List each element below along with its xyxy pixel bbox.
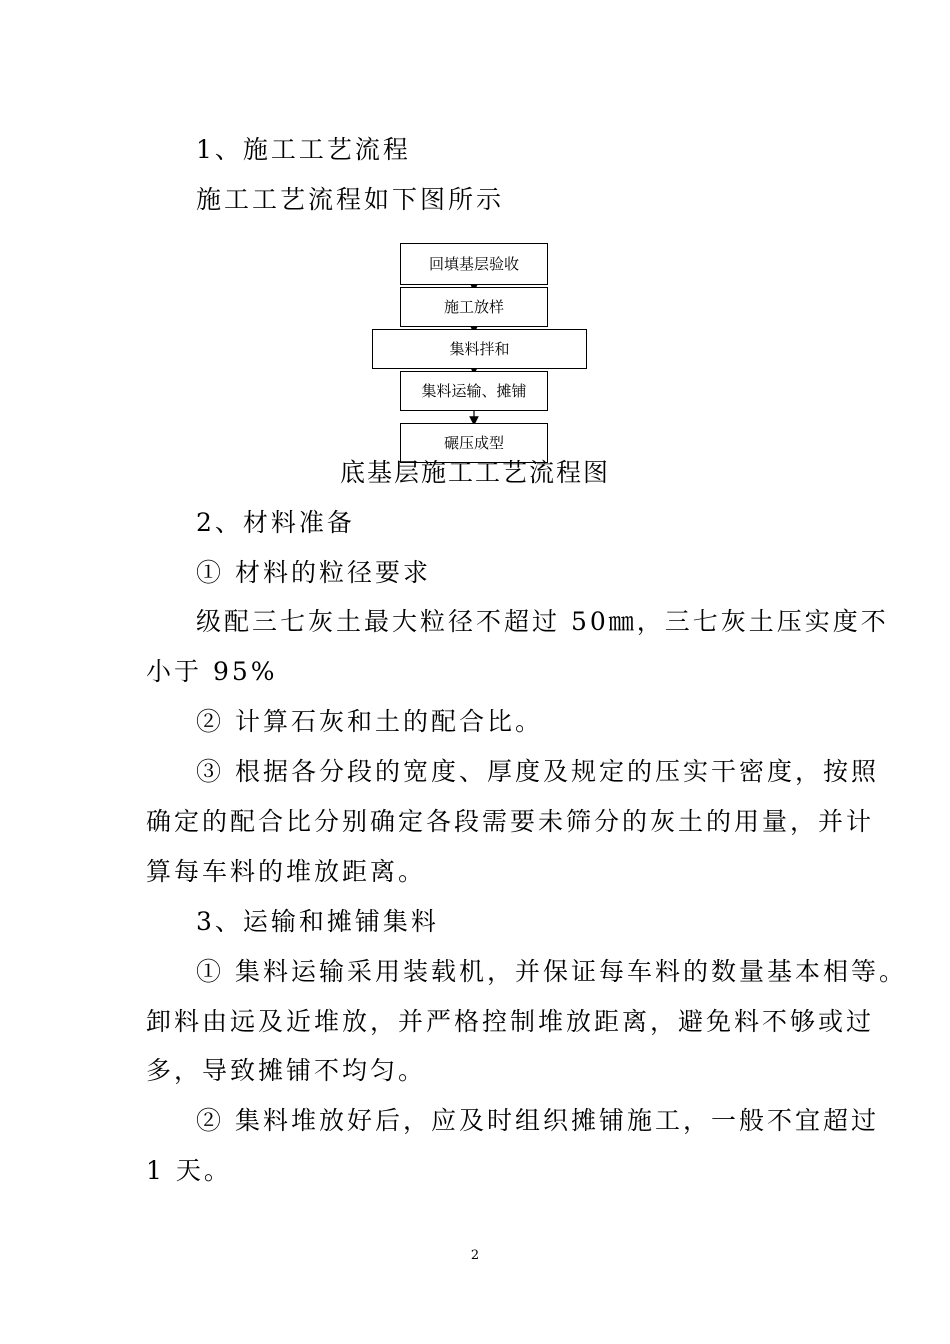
section-1-intro: 施工工艺流程如下图所示 — [196, 185, 505, 214]
section-1-heading: 1、施工工艺流程 — [196, 135, 411, 164]
section-3-heading: 3、运输和摊铺集料 — [196, 907, 439, 936]
section-2-item-3-line-3: 算每车料的堆放距离。 — [146, 857, 427, 886]
flow-step-4: 集料运输、摊铺 — [400, 371, 548, 411]
section-3-item-1-line-1: ① 集料运输采用装载机，并保证每车料的数量基本相等。 — [196, 957, 907, 986]
section-3-item-2-line-1: ② 集料堆放好后，应及时组织摊铺施工，一般不宜超过 — [196, 1106, 879, 1135]
section-2-item-3-line-2: 确定的配合比分别确定各段需要未筛分的灰土的用量，并计 — [146, 807, 875, 836]
flowchart-caption: 底基层施工工艺流程图 — [339, 458, 610, 487]
section-2-item-1-text-line-2: 小于 95% — [146, 657, 278, 686]
flow-step-3: 集料拌和 — [372, 329, 587, 369]
flow-step-1: 回填基层验收 — [400, 243, 548, 285]
section-3-item-1-line-3: 多，导致摊铺不均匀。 — [146, 1056, 427, 1085]
flow-step-5: 碾压成型 — [400, 423, 548, 463]
section-2-heading: 2、材料准备 — [196, 508, 355, 537]
section-2-item-2: ② 计算石灰和土的配合比。 — [196, 707, 543, 736]
section-2-item-3-line-1: ③ 根据各分段的宽度、厚度及规定的压实干密度，按照 — [196, 757, 879, 786]
section-3-item-2-line-2: 1 天。 — [146, 1156, 232, 1185]
section-3-item-1-line-2: 卸料由远及近堆放，并严格控制堆放距离，避免料不够或过 — [146, 1007, 875, 1036]
page-number: 2 — [470, 1248, 480, 1263]
section-2-item-1-text-line-1: 级配三七灰土最大粒径不超过 50㎜，三七灰土压实度不 — [196, 607, 889, 636]
section-2-item-1-title: ① 材料的粒径要求 — [196, 558, 431, 587]
flow-step-2: 施工放样 — [400, 287, 548, 327]
